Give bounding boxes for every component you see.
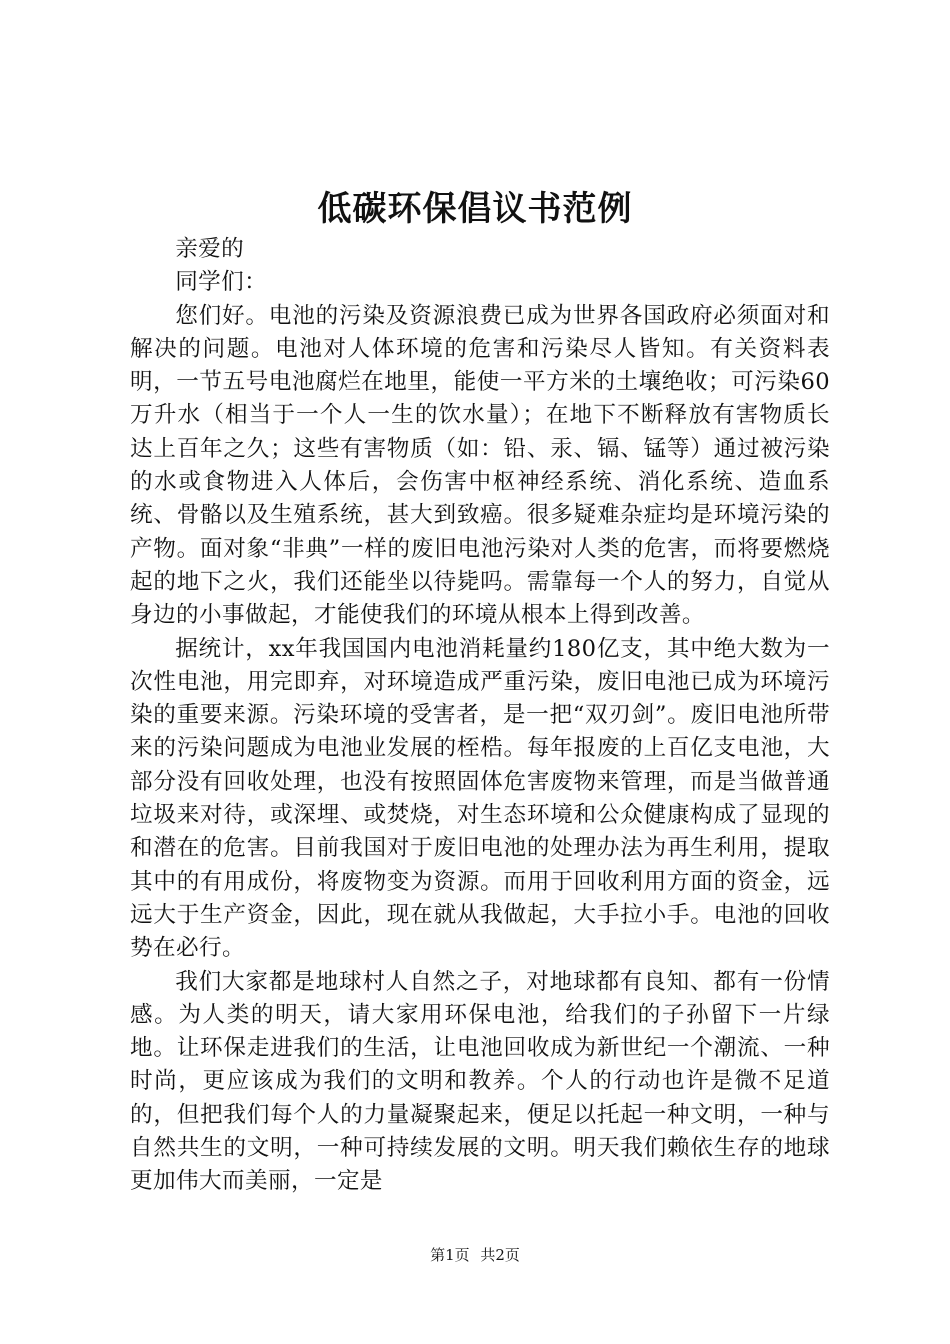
salutation-line-1: 亲爱的 (175, 236, 245, 262)
body-paragraph: 您们好。电池的污染及资源浪费已成为世界各国政府必须面对和解决的问题。电池对人体环境的危害和污染尽人皆知。有关资料表明，一节五号电池腐烂在地里，能使一平方米的土壤绝收；可污染60万升水（相当于一个人一生的饮水量）；在地下不断释放有害物质长达上百年之久；这些有害物质（如：铅、汞、镉、锰等）通过被污染的水或食物进入人体后，会伤害中枢神经系统、消化系统、造血系统、骨骼以及生殖系统，甚大到致癌。很多疑难杂症均是环境污染的产物。面对象“非典”一样的废旧电池污染对人类的危害，而将要燃烧起的地下之火，我们还能坐以待毙吗。需靠每一个人的努力，自觉从身边的小事做起，才能使我们的环境从根本上得到改善。 (130, 302, 830, 629)
page-footer (0, 1244, 950, 1266)
document-body (130, 233, 830, 1199)
document-title: 低碳环保倡议书范例 (317, 189, 633, 229)
page-number: 第1页 (430, 1246, 470, 1264)
body-paragraph: 我们大家都是地球村人自然之子，对地球都有良知、都有一份情感。为人类的明天，请大家用环保电池，给我们的子孙留下一片绿地。让环保走进我们的生活，让电池回收成为新世纪一个潮流、一种时尚，更应该成为我们的文明和教养。个人的行动也许是微不足道的，但把我们每个人的力量凝聚起来，便足以托起一种文明，一种与自然共生的文明，一种可持续发展的文明。明天我们赖依生存的地球更加伟大而美丽，一定是 (130, 968, 830, 1195)
salutation-line-2: 同学们： (175, 269, 268, 296)
body-paragraph: 据统计，xx年我国国内电池消耗量约180亿支，其中绝大数为一次性电池，用完即弃，对环境造成严重污染，废旧电池已成为环境污染的重要来源。污染环境的受害者，是一把“双刃剑”。废旧电池所带来的污染问题成为电池业发展的桎梏。每年报废的上百亿支电池，大部分没有回收处理，也没有按照固体危害废物来管理，而是当做普通垃圾来对待，或深埋、或焚烧，对生态环境和公众健康构成了显现的和潜在的危害。目前我国对于废旧电池的处理办法为再生利用，提取其中的有用成份，将废物变为资源。而用于回收利用方面的资金，远远大于生产资金，因此，现在就从我做起，大手拉小手。电池的回收势在必行。 (130, 635, 830, 962)
page-total: 共2页 (480, 1246, 520, 1264)
